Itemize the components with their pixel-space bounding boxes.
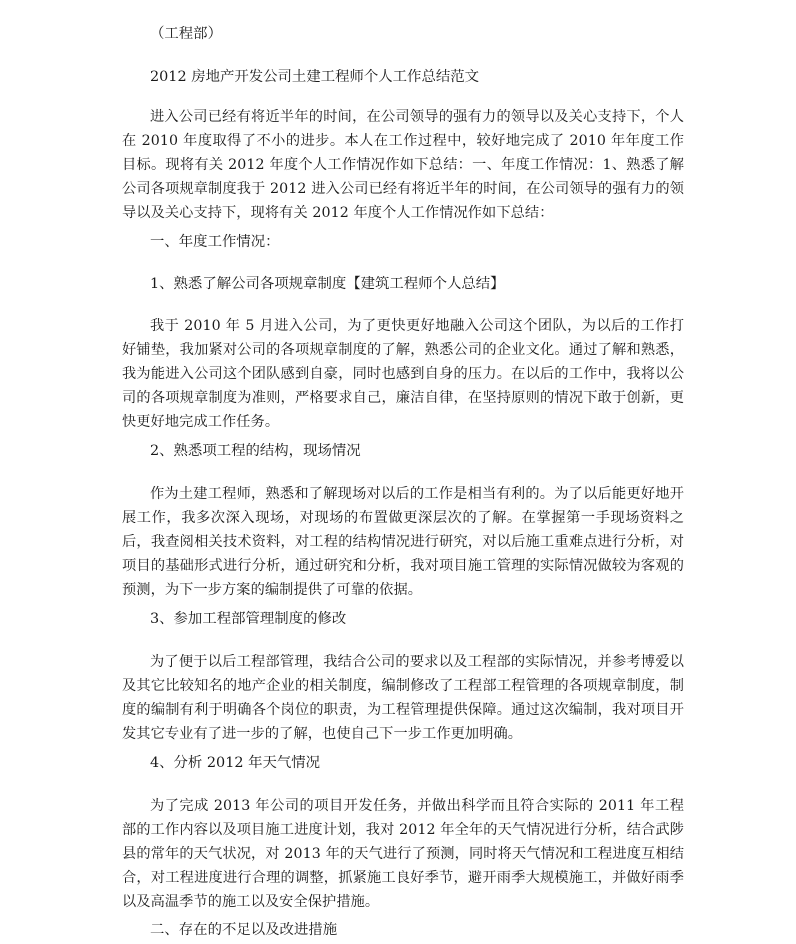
- item-1-heading: 1、熟悉了解公司各项规章制度【建筑工程师个人总结】: [150, 276, 505, 292]
- item-2-heading: 2、熟悉项工程的结构，现场情况: [150, 443, 361, 459]
- item-3-paragraph: 为了便于以后工程部管理，我结合公司的要求以及工程部的实际情况，并参考博爱以及其它比较知名的地产企业的相关制度，编制修改了工程部工程管理的各项规章制度，制度的编制有利于明确各个岗位的职责，为工程管理提供保障。通过这次编制，我对项目开发其它专业有了进一步的了解，也使自己下一步工作更加明确。: [122, 654, 684, 742]
- item-4-paragraph: 为了完成 2013 年公司的项目开发任务，并做出科学而且符合实际的 2011 年工程部的工作内容以及项目施工进度计划，我对 2012 年全年的天气情况进行分析，结合武陟县的常年的天气状况，对 2013 年的天气进行了预测，同时将天气情况和工程进度互相结合，对工程进度进行合理的调整，抓紧施工良好季节，避开雨季大规模施工，并做好雨季以及高温季节的施工以及安全保护措施。: [122, 798, 684, 910]
- department-label: （工程部）: [150, 26, 222, 42]
- section-2-heading: 二、存在的不足以及改进措施: [150, 922, 338, 938]
- item-3-heading: 3、参加工程部管理制度的修改: [150, 611, 347, 627]
- item-1-paragraph: 我于 2010 年 5 月进入公司，为了更快更好地融入公司这个团队，为以后的工作打好铺垫，我加紧对公司的各项规章制度的了解，熟悉公司的企业文化。通过了解和熟悉，我为能进入公司这个团队感到自豪，同时也感到自身的压力。在以后的工作中，我将以公司的各项规章制度为准则，严格要求自己，廉洁自律，在坚持原则的情况下敢于创新，更快更好地完成工作任务。: [122, 318, 684, 430]
- section-1-heading: 一、年度工作情况：: [150, 234, 280, 250]
- item-2-paragraph: 作为土建工程师，熟悉和了解现场对以后的工作是相当有利的。为了以后能更好地开展工作，我多次深入现场，对现场的布置做更深层次的了解。在掌握第一手现场资料之后，我查阅相关技术资料，对工程的结构情况进行研究，对以后施工重难点进行分析，对项目的基础形式进行分析，通过研究和分析，我对项目施工管理的实际情况做较为客观的预测，为下一步方案的编制提供了可靠的依据。: [122, 486, 684, 598]
- item-4-heading: 4、分析 2012 年天气情况: [150, 755, 321, 771]
- intro-paragraph: 进入公司已经有将近半年的时间，在公司领导的强有力的领导以及关心支持下，个人在 2010 年度取得了不小的进步。本人在工作过程中，较好地完成了 2010 年年度工作目标。现将有关 2012 年度个人工作情况作如下总结：一、年度工作情况：1、熟悉了解公司各项规章制度我于 2012 进入公司已经有将近半年的时间，在公司领导的强有力的领导以及关心支持下，现将有关 2012 年度个人工作情况作如下总结：: [122, 109, 684, 221]
- document-title: 2012 房地产开发公司土建工程师个人工作总结范文: [150, 69, 480, 85]
